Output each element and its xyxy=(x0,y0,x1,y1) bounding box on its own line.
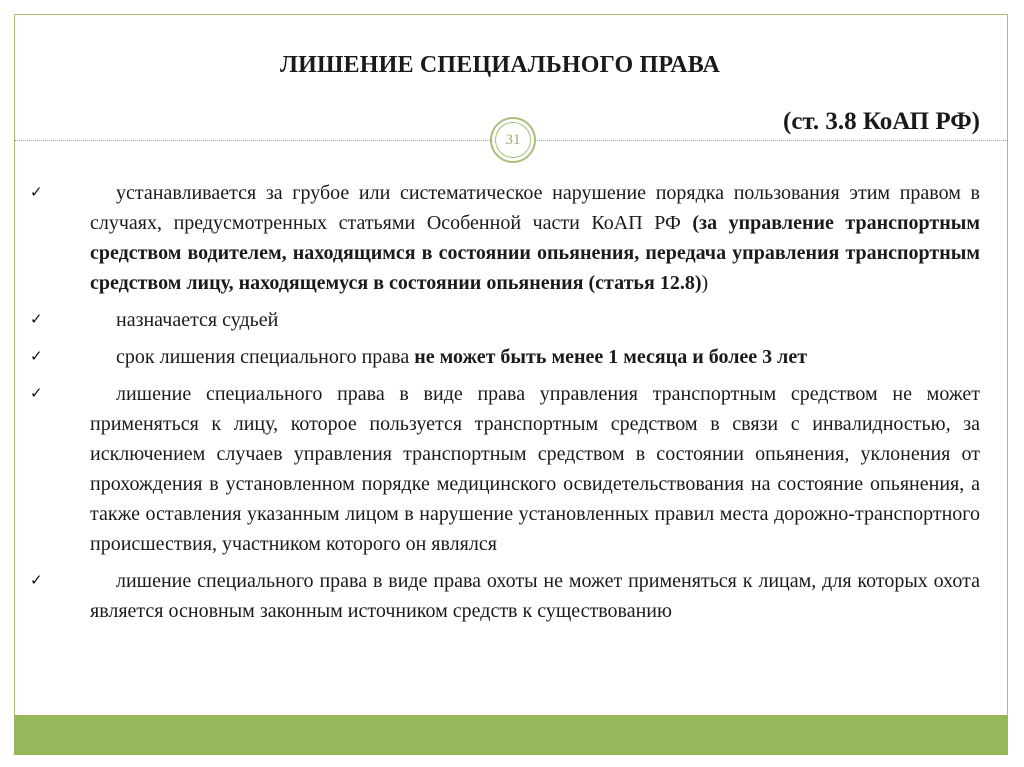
checkmark-icon: ✓ xyxy=(30,312,43,328)
checkmark-icon: ✓ xyxy=(30,573,43,589)
slide-title: ЛИШЕНИЕ СПЕЦИАЛЬНОГО ПРАВА xyxy=(280,52,720,78)
bullet-item xyxy=(30,178,980,298)
bullet-item xyxy=(30,379,980,559)
checkmark-icon: ✓ xyxy=(30,349,43,365)
slide-number: 31 xyxy=(495,122,531,158)
checkmark-icon: ✓ xyxy=(30,185,43,201)
bullet-item xyxy=(30,566,980,626)
slide-number-badge xyxy=(490,117,536,163)
text-run: устанавливается за грубое или систематическое нарушение порядка пользования этим правом в случаях, предусмотренных статьями Особенной части КоАП РФ xyxy=(90,182,980,234)
text-run: лишение специального права в виде права управления транспортным средством не может применяться к лицу, которое пользуется транспортным средством в связи с инвалидностью, за исключением случаев управления транспортным средством в состоянии опьянения, уклонения от прохождения в установленном порядке медицинского освидетельствования на состояние опьянения, а также оставления указанным лицом в нарушение установленных правил места дорожно-транспортного происшествия, участником которого он являлся xyxy=(90,383,980,555)
bullet-item xyxy=(30,305,980,335)
text-run: назначается судьей xyxy=(116,309,279,331)
slide-subtitle: (ст. 3.8 КоАП РФ) xyxy=(783,108,980,135)
checkmark-icon: ✓ xyxy=(30,386,43,402)
bold-text: (за управление транспортным средством водителем, находящимся в состоянии опьянения, передача управления транспортным средством лицу, находящемуся в состоянии опьянения (статья 12.8) xyxy=(90,212,980,294)
bold-text: не может быть менее 1 месяца и более 3 лет xyxy=(414,346,808,368)
bullet-list xyxy=(30,178,980,633)
text-run: срок лишения специального права xyxy=(116,346,415,368)
text-run: лишение специального права в виде права охоты не может применяться к лицам, для которых охота является основным законным источником средств к существованию xyxy=(90,570,980,622)
footer-bar xyxy=(14,715,1008,755)
bullet-text xyxy=(90,379,980,559)
bullet-text xyxy=(90,566,980,626)
bullet-text xyxy=(90,178,980,298)
bullet-item xyxy=(30,342,980,372)
text-run: ) xyxy=(701,272,709,294)
bullet-text xyxy=(90,305,980,335)
bullet-text xyxy=(90,342,980,372)
